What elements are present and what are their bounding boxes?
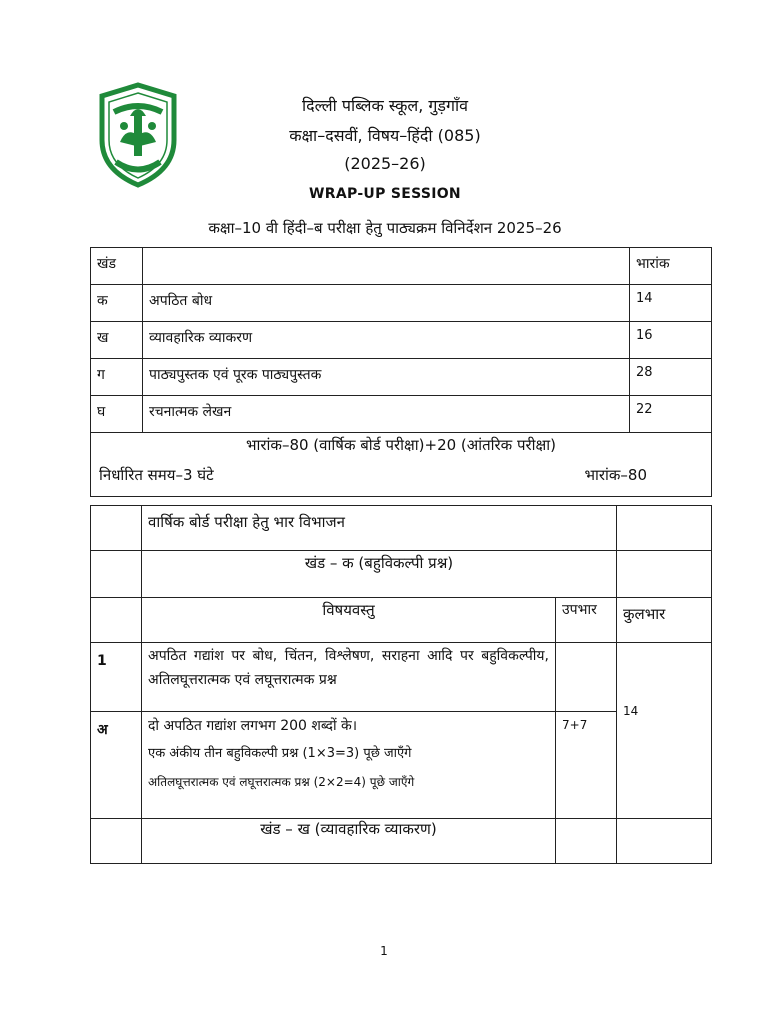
section-header: खंड xyxy=(91,248,143,285)
section-a-title: खंड – क (बहुविकल्पी प्रश्न) xyxy=(142,551,617,598)
totalmarks-header: कुलभार xyxy=(617,598,712,643)
table-row xyxy=(91,598,712,643)
row-number: 1 xyxy=(91,643,142,712)
section-b-title: खंड – ख (व्यावहारिक व्याकरण) xyxy=(142,819,556,864)
weight-distribution-title: वार्षिक बोर्ड परीक्षा हेतु भार विभाजन xyxy=(142,506,617,551)
marks-cell: 28 xyxy=(630,359,712,396)
total-marks-cell: 14 xyxy=(617,643,712,819)
submarks-cell: 7+7 xyxy=(556,712,617,819)
table-row xyxy=(91,396,712,433)
section-cell: ख xyxy=(91,322,143,359)
marks-cell: 22 xyxy=(630,396,712,433)
table-row xyxy=(91,322,712,359)
table-row xyxy=(91,433,712,497)
table-row xyxy=(91,359,712,396)
table-row xyxy=(91,643,712,712)
time-line: निर्धारित समय–3 घंटे xyxy=(99,466,214,484)
class-subject: कक्षा–दसवीं, विषय–हिंदी (085) xyxy=(289,126,481,145)
total-marks-line: भारांक–80 (वार्षिक बोर्ड परीक्षा)+20 (आंतरिक परीक्षा) xyxy=(245,436,557,454)
marks-cell: 16 xyxy=(630,322,712,359)
page-number: 1 xyxy=(380,944,388,958)
section-cell: ग xyxy=(91,359,143,396)
row-content: अपठित गद्यांश पर बोध, चिंतन, विश्लेषण, सराहना आदि पर बहुविकल्पीय, अतिलघूत्तरात्मक एवं लघूत्तरात्मक प्रश्न xyxy=(142,643,556,712)
session-year: (2025–26) xyxy=(344,154,426,173)
row-line-3: अतिलघूत्तरात्मक एवं लघूत्तरात्मक प्रश्न (2×2=4) पूछे जाएँगे xyxy=(148,775,415,789)
school-name: दिल्ली पब्लिक स्कूल, गुड़गाँव xyxy=(301,96,469,115)
marks-cell: 14 xyxy=(630,285,712,322)
topic-cell: अपठित बोध xyxy=(143,285,630,322)
section-cell: घ xyxy=(91,396,143,433)
table-row xyxy=(91,551,712,598)
document-subtitle: कक्षा–10 वी हिंदी–ब परीक्षा हेतु पाठ्यक्रम विनिर्देशन 2025–26 xyxy=(208,219,562,237)
school-logo xyxy=(96,82,180,188)
table-row xyxy=(91,285,712,322)
table-row xyxy=(91,248,712,285)
summary-table xyxy=(90,247,712,497)
marks-line: भारांक–80 xyxy=(584,466,647,484)
detail-table xyxy=(90,505,712,864)
submarks-header: उपभार xyxy=(556,598,617,643)
row-number: अ xyxy=(91,712,142,819)
table-row xyxy=(91,819,712,864)
table-row xyxy=(91,506,712,551)
topic-cell: रचनात्मक लेखन xyxy=(143,396,630,433)
section-cell: क xyxy=(91,285,143,322)
wrap-up-title: WRAP-UP SESSION xyxy=(309,186,461,202)
topic-cell: पाठ्यपुस्तक एवं पूरक पाठ्यपुस्तक xyxy=(143,359,630,396)
content-header: विषयवस्तु xyxy=(142,598,556,643)
marks-header: भारांक xyxy=(630,248,712,285)
row-line-1: दो अपठित गद्यांश लगभग 200 शब्दों के। xyxy=(148,718,358,734)
topic-cell: व्यावहारिक व्याकरण xyxy=(143,322,630,359)
row-line-2: एक अंकीय तीन बहुविकल्पी प्रश्न (1×3=3) पूछे जाएँगे xyxy=(148,746,412,761)
